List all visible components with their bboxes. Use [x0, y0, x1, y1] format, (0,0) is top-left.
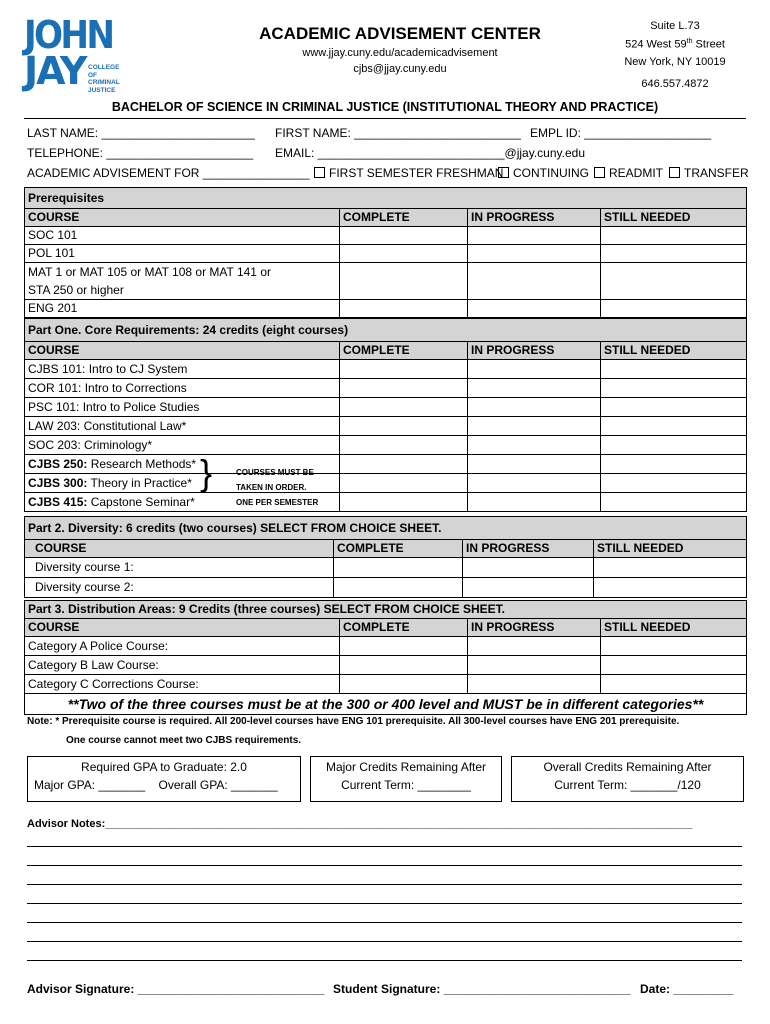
logo-college-text: COLLEGE OF CRIMINAL JUSTICE [88, 64, 120, 94]
table-row: Diversity course 1: [25, 558, 747, 578]
notes-line[interactable] [27, 865, 742, 866]
distribution-table: Part 3. Distribution Areas: 9 Credits (three courses) SELECT FROM CHOICE SHEET. COURSE COMPLETE IN PROGRESS STILL NEEDED Category A Police Course: Category B Law Course: Category C Corrections Course: **Two of the three courses must be at the 300 or 400 level and MUST be in different categories** [24, 600, 747, 715]
gpa-box: Required GPA to Graduate: 2.0 Major GPA: _______ Overall GPA: _______ [27, 756, 301, 802]
logo-jay: JAY [24, 49, 86, 93]
table-row: PSC 101: Intro to Police Studies [25, 398, 747, 417]
prerequisites-table [24, 187, 747, 318]
website-link[interactable]: www.jjay.cuny.edu/academicadvisement [302, 47, 498, 59]
checkbox-icon[interactable] [594, 167, 605, 178]
brace-icon: } [200, 452, 213, 493]
page-title: ACADEMIC ADVISEMENT CENTER [259, 24, 541, 43]
section-title: Part 3. Distribution Areas: 9 Credits (three courses) SELECT FROM CHOICE SHEET. [25, 601, 747, 619]
overall-credits-field[interactable]: Current Term: _______/120 [554, 778, 701, 792]
address-city: New York, NY 10019 [624, 56, 726, 68]
option-first-semester[interactable]: FIRST SEMESTER FRESHMAN [314, 166, 503, 180]
table-row: ENG 201 [25, 300, 747, 318]
major-credits-box: Major Credits Remaining After Current Term: ________ [310, 756, 502, 802]
table-row: SOC 101 [25, 227, 747, 245]
table-row: Category C Corrections Course: [25, 675, 747, 694]
advisement-for-field[interactable]: ACADEMIC ADVISEMENT FOR ________________ [27, 166, 310, 180]
date-field[interactable]: Date: _________ [640, 982, 734, 996]
address-street: 524 West 59th Street [625, 38, 725, 51]
cjbs-note: One course cannot meet two CJBS requirements. [66, 735, 302, 746]
notes-line[interactable] [27, 884, 742, 885]
overall-gpa-field[interactable]: Overall GPA: _______ [158, 778, 278, 792]
notes-line[interactable] [27, 903, 742, 904]
email-field[interactable]: EMAIL: ____________________________@jjay.cuny.edu [275, 146, 585, 160]
notes-line[interactable] [27, 846, 742, 847]
table-row: CJBS 300: Theory in Practice* [25, 474, 747, 493]
student-signature-field[interactable]: Student Signature: ____________________________ [333, 982, 631, 996]
telephone-field[interactable]: TELEPHONE: ______________________ [27, 146, 254, 160]
email-link[interactable]: cjbs@jjay.cuny.edu [353, 63, 447, 75]
core-requirements-table: Part One. Core Requirements: 24 credits (eight courses) COURSE COMPLETE IN PROGRESS STILL NEEDED CJBS 101: Intro to CJ System COR 101: Intro to Corrections PSC 101: Intro to Police Studies LAW 203: Constitutional Law* SOC 203: Criminology* CJBS 250: Research Methods* CJBS 300: Theory in Practice* CJBS 415: Capstone Seminar* [24, 318, 747, 512]
section-title: Part 2. Diversity: 6 credits (two courses) SELECT FROM CHOICE SHEET. [25, 517, 747, 540]
overall-credits-box: Overall Credits Remaining After Current Term: _______/120 [511, 756, 744, 802]
notes-line[interactable] [27, 941, 742, 942]
table-row: CJBS 250: Research Methods* [25, 455, 747, 474]
prerequisite-note: Note: * Prerequisite course is required. All 200-level courses have ENG 101 prerequisite. All 300-level courses have ENG 201 prerequisite. [27, 716, 680, 727]
section-title: Prerequisites [25, 188, 747, 209]
col-still-needed: STILL NEEDED [601, 209, 747, 227]
major-gpa-field[interactable]: Major GPA: _______ [34, 778, 146, 792]
table-row: LAW 203: Constitutional Law* [25, 417, 747, 436]
address-suite: Suite L.73 [650, 20, 700, 32]
divider [24, 118, 746, 119]
order-note: COURSES MUST BE TAKEN IN ORDER. ONE PER SEMESTER [236, 468, 319, 507]
table-row: COR 101: Intro to Corrections [25, 379, 747, 398]
diversity-table: Part 2. Diversity: 6 credits (two courses) SELECT FROM CHOICE SHEET. COURSE COMPLETE IN PROGRESS STILL NEEDED Diversity course 1: Diversity course 2: [24, 516, 747, 598]
notes-line[interactable] [27, 922, 742, 923]
section-title: Part One. Core Requirements: 24 credits (eight courses) [25, 319, 747, 342]
advisor-signature-field[interactable]: Advisor Signature: ____________________________ [27, 982, 325, 996]
table-row: Diversity course 2: [25, 578, 747, 598]
col-complete: COMPLETE [340, 209, 468, 227]
advisor-notes-field[interactable]: Advisor Notes:________________________________________________________________________________________________ [27, 818, 693, 830]
checkbox-icon[interactable] [314, 167, 325, 178]
logo-john: JOHN [24, 13, 113, 57]
table-row: POL 101 [25, 245, 747, 263]
checkbox-icon[interactable] [498, 167, 509, 178]
table-row: Category A Police Course: [25, 637, 747, 656]
form-title: BACHELOR OF SCIENCE IN CRIMINAL JUSTICE (INSTITUTIONAL THEORY AND PRACTICE) [111, 100, 659, 114]
major-credits-field[interactable]: Current Term: ________ [341, 778, 471, 792]
distribution-rule: **Two of the three courses must be at the 300 or 400 level and MUST be in different categories** [25, 694, 747, 715]
table-row: Category B Law Course: [25, 656, 747, 675]
table-row: CJBS 415: Capstone Seminar* [25, 493, 747, 512]
option-readmit[interactable]: READMIT [594, 166, 663, 180]
address-phone: 646.557.4872 [641, 78, 709, 90]
last-name-field[interactable]: LAST NAME: _______________________ [27, 126, 255, 140]
empl-id-field[interactable]: EMPL ID: ___________________ [530, 126, 712, 140]
checkbox-icon[interactable] [669, 167, 680, 178]
table-row: SOC 203: Criminology* [25, 436, 747, 455]
col-course: COURSE [25, 209, 340, 227]
option-transfer[interactable]: TRANSFER [669, 166, 749, 180]
col-in-progress: IN PROGRESS [468, 209, 601, 227]
table-row: CJBS 101: Intro to CJ System [25, 360, 747, 379]
option-continuing[interactable]: CONTINUING [498, 166, 589, 180]
first-name-field[interactable]: FIRST NAME: _________________________ [275, 126, 521, 140]
notes-line[interactable] [27, 960, 742, 961]
table-row: MAT 1 or MAT 105 or MAT 108 or MAT 141 or STA 250 or higher [25, 263, 747, 300]
